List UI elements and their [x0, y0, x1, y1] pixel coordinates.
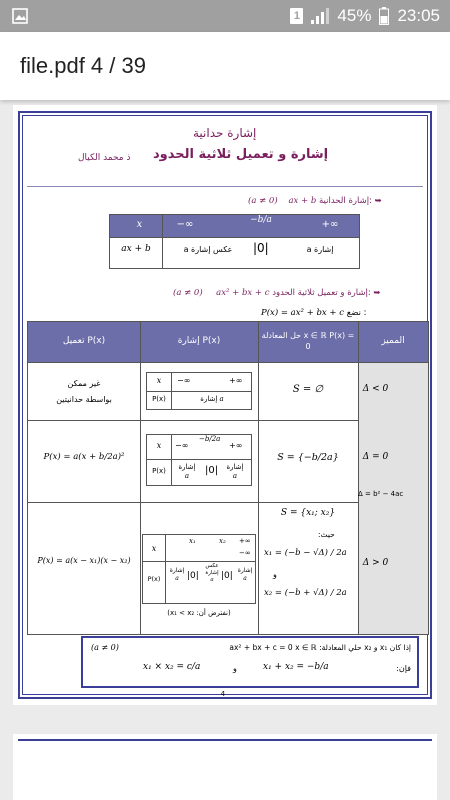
vieta-and: و — [233, 664, 237, 673]
r3-sign-col-sep — [165, 535, 166, 603]
r3-factor: P(x) = a(x − x₁)(x − x₂) — [37, 556, 131, 565]
r1-minf: −∞ — [177, 376, 191, 385]
t1-row-label: ax + b — [121, 244, 151, 254]
t1-row-sep — [110, 237, 359, 238]
r2-root: −b/2a — [199, 435, 221, 443]
vieta-sum: x₁ + x₂ = −b/a — [263, 662, 329, 672]
r3-sign-row-sep — [143, 561, 255, 562]
col-factorization: تعميل P(x) — [62, 336, 106, 346]
r3-x1-formula: x₁ = (−b − √Δ) / 2a — [264, 548, 347, 558]
page-frame-inner — [22, 115, 428, 698]
r3-sign-2-a: a — [210, 577, 214, 583]
r3-pinf: +∞ — [239, 537, 251, 545]
section2-expression: ax² + bx + c — [216, 288, 270, 298]
sim-card-icon: 1 — [290, 8, 303, 24]
r1-sign-row-sep — [147, 391, 251, 392]
r1-solution: S = ∅ — [292, 384, 324, 395]
col-solve: حل المعادلة x ∈ ℝ P(x) = 0 — [261, 331, 355, 351]
battery-percent: 45% — [337, 6, 372, 25]
r3-minf: −∞ — [239, 549, 251, 557]
r3-sign-2 — [201, 563, 223, 584]
row-sep-1 — [28, 420, 359, 421]
delta-formula: Δ = b² − 4ac — [358, 490, 404, 498]
page-frame — [18, 111, 432, 699]
section2-note-label: نضع : — [346, 308, 367, 318]
trinomial-table — [27, 321, 429, 635]
r2-sign-right-label: إشارة — [226, 463, 244, 471]
row-sep-2 — [28, 502, 359, 503]
r3-x1-head: x₁ — [189, 537, 196, 545]
section1-condition: (a ≠ 0) — [248, 196, 278, 206]
t1-opposite-sign: عكس إشارة a — [183, 245, 233, 254]
document-title: file.pdf 4 / 39 — [20, 53, 146, 78]
r3-x2-head: x₂ — [219, 537, 226, 545]
r2-sign-table — [146, 434, 252, 486]
r1-factor-line1: غير ممكن — [67, 379, 101, 388]
r3-x2-formula: x₂ = (−b + √Δ) / 2a — [264, 588, 347, 598]
section2-condition: (a ≠ 0) — [173, 288, 203, 298]
battery-icon — [379, 7, 389, 25]
r2-sign-row-sep — [147, 459, 251, 460]
r1-factor-line2: بواسطة حدانيتين — [56, 395, 112, 404]
gallery-notification-icon — [12, 8, 28, 24]
section2-note-expression: P(x) = ax² + bx + c — [261, 308, 344, 318]
doc-title-1: إشارة حدانية — [193, 126, 257, 140]
r3-x: x — [151, 544, 157, 553]
r2-zero-marker: |0| — [205, 465, 219, 476]
row-sep-0 — [28, 362, 428, 363]
next-page-frame — [18, 739, 432, 742]
r2-delta: Δ = 0 — [362, 452, 389, 462]
section1-heading — [248, 196, 382, 206]
r1-sign — [187, 395, 237, 403]
r1-sign-table — [146, 372, 252, 410]
r2-sign-col-sep — [171, 435, 172, 485]
r3-sign-3 — [235, 567, 255, 583]
r1-pinf: +∞ — [229, 376, 243, 385]
t1-x-label: x — [136, 219, 143, 230]
sign-table-binomial — [109, 214, 360, 269]
app-bar — [0, 32, 450, 100]
t1-plus-infinity: +∞ — [321, 219, 339, 230]
vieta-condition: (a ≠ 0) — [91, 643, 119, 652]
section2-label: إشارة و تعميل ثلاثية الحدود: — [272, 288, 371, 298]
signal-icon — [311, 8, 329, 24]
r1-sign-col-sep — [171, 373, 172, 409]
r3-solution: S = {x₁; x₂} — [280, 508, 336, 518]
r1-a: a — [219, 395, 224, 403]
col-sep-2 — [258, 322, 259, 634]
r2-sign-left-label: إشارة — [178, 463, 196, 471]
r3-sign-2-label: عكس إشارة — [205, 563, 219, 576]
page-number: 4 — [220, 690, 226, 698]
t1-minus-infinity: −∞ — [176, 219, 194, 230]
t1-root: −b/a — [250, 215, 272, 225]
r2-sign-right — [221, 463, 249, 481]
r3-assumption: (نفترض أن: x₁ < x₂) — [167, 609, 231, 617]
r2-sign-left — [173, 463, 201, 481]
r3-where: حيث: — [318, 530, 335, 539]
r3-zero-1: |0| — [187, 571, 199, 581]
r1-px: P(x) — [152, 395, 166, 403]
r1-sign-label: إشارة — [200, 395, 218, 403]
section2-heading — [173, 288, 381, 298]
r3-sign-3-label: إشارة — [237, 567, 253, 574]
vieta-product: x₁ × x₂ = c/a — [143, 662, 201, 672]
col-delta: المميز — [381, 336, 405, 346]
r3-zero-2: |0| — [221, 571, 233, 581]
r2-factor: P(x) = a(x + b/2a)² — [43, 452, 125, 462]
r3-delta: Δ > 0 — [362, 558, 389, 568]
status-icons — [290, 0, 440, 32]
vieta-box — [81, 636, 419, 688]
r3-sign-1-a: a — [175, 575, 179, 582]
section1-label: إشارة الحدانية: — [319, 196, 372, 206]
vieta-line1: إذا كان x₁ و x₂ حلي المعادلة: ax² + bx + c = 0 x ∈ ℝ — [229, 643, 411, 652]
r2-pinf: +∞ — [229, 441, 243, 450]
r2-sign-right-a: a — [232, 472, 238, 480]
t1-same-sign: إشارة a — [306, 245, 334, 254]
r3-sign-table — [142, 534, 256, 604]
r2-solution: S = {−b/2a} — [277, 452, 339, 463]
clock: 23:05 — [397, 6, 440, 25]
col-sep-1 — [140, 322, 141, 634]
r1-x: x — [156, 376, 162, 385]
r2-x: x — [156, 441, 162, 450]
t1-zero-marker: |0| — [253, 241, 269, 255]
title-divider — [27, 186, 423, 187]
r3-sign-3-a: a — [243, 575, 247, 582]
r1-delta: Δ < 0 — [362, 384, 389, 394]
r3-sign-1-label: إشارة — [169, 567, 185, 574]
r3-sign-1 — [167, 567, 187, 583]
section2-note — [261, 308, 367, 318]
arrow-bullet-icon: ➥ — [373, 288, 381, 298]
t1-col-sep — [162, 215, 163, 268]
status-bar — [0, 0, 450, 32]
r3-px: P(x) — [147, 575, 161, 583]
col-sign: إشارة P(x) — [177, 336, 221, 346]
arrow-bullet-icon: ➥ — [374, 196, 382, 206]
pdf-page[interactable] — [13, 105, 437, 705]
pdf-page-next[interactable] — [13, 734, 437, 800]
doc-author: ذ محمد الكيال — [78, 153, 131, 163]
r2-minf: −∞ — [175, 441, 189, 450]
r2-px: P(x) — [152, 467, 166, 475]
r3-and: و — [273, 570, 277, 579]
vieta-then: فإن: — [396, 664, 411, 673]
section1-expression: ax + b — [288, 196, 317, 206]
doc-title-2: إشارة و تعميل ثلاثية الحدود — [153, 147, 329, 162]
delta-cell — [359, 362, 428, 634]
r2-sign-left-a: a — [184, 472, 190, 480]
